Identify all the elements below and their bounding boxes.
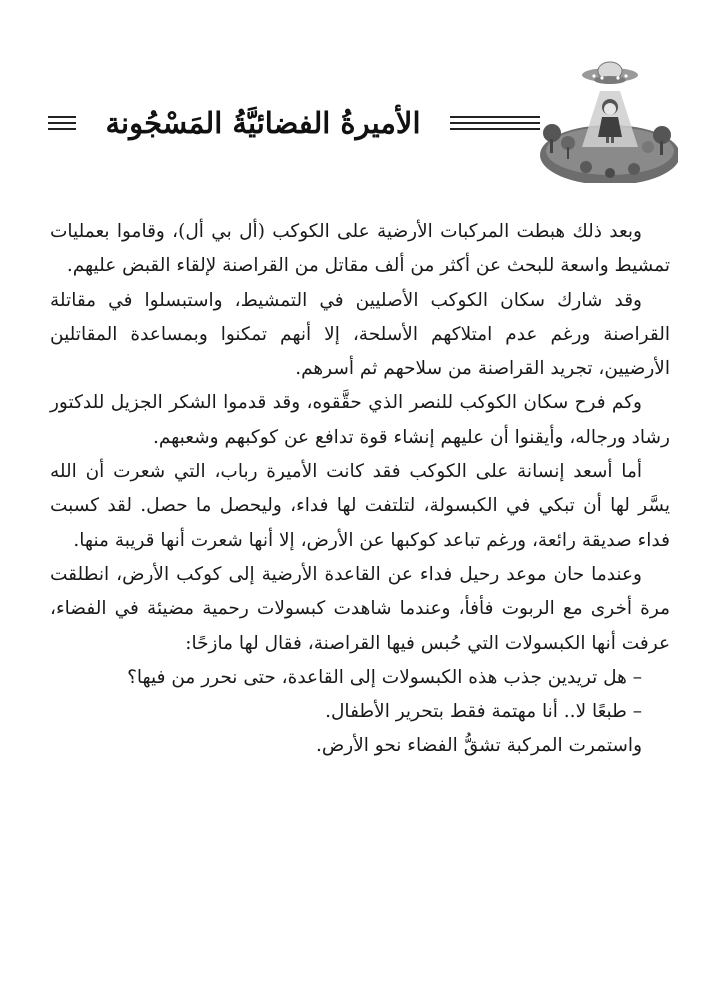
dialog-line-1: – هل تريدين جذب هذه الكبسولات إلى القاعدة، حتى نحرر من فيها؟ [127, 666, 642, 688]
paragraph-2: وقد شارك سكان الكوكب الأصليين في التمشيط، واستبسلوا في مقاتلة القراصنة ورغم عدم امتلاكهم الأسلحة، إلا أنهم تمكنوا وبمساعدة المقاتلين الأرضيين، تجريد القراصنة من سلاحهم ثم أسرهم. [50, 289, 670, 380]
title-row [48, 103, 540, 143]
decorative-rule-left [48, 116, 76, 130]
decorative-rule-right [450, 116, 540, 130]
paragraph-6: واستمرت المركبة تشقُّ الفضاء نحو الأرض. [316, 735, 642, 757]
paragraph-3: وكم فرح سكان الكوكب للنصر الذي حقَّقوه، وقد قدموا الشكر الجزيل للدكتور رشاد ورجاله، وأيقنوا أن عليهم إنشاء قوة تدافع عن كوكبهم وشعبهم. [50, 392, 670, 448]
chapter-header [48, 55, 678, 185]
story-body [50, 215, 670, 764]
paragraph-1: وبعد ذلك هبطت المركبات الأرضية على الكوكب (أل بي أل)، وقاموا بعمليات تمشيط واسعة للبحث عن أكثر من ألف مقاتل من القراصنة لإلقاء القبض عليهم. [50, 221, 670, 277]
chapter-title: الأميرةُ الفضائيَّةُ المَسْجُونة [105, 106, 421, 140]
dialog-line-2: – طبعًا لا.. أنا مهتمة فقط بتحرير الأطفال. [325, 701, 642, 723]
paragraph-4: أما أسعد إنسانة على الكوكب فقد كانت الأميرة رباب، التي شعرت أن الله يسَّر لها أن تبكي في الكبسولة، لتلتفت لها فداء، وليحصل ما حصل. لقد كسبت فداء صديقة رائعة، ورغم تباعد كوكبها عن الأرض، إلا أنها شعرت أنها قريبة منها. [50, 461, 670, 551]
paragraph-5: وعندما حان موعد رحيل فداء عن القاعدة الأرضية إلى كوكب الأرض، انطلقت مرة أخرى مع الربوت فأفأ، وعندما شاهدت كبسولات رحمية مضيئة في الفضاء، عرفت أنها الكبسولات التي حُبس فيها القراصنة، فقال لها مازحًا: [50, 563, 670, 654]
princess-spaceship-illustration [538, 55, 678, 183]
